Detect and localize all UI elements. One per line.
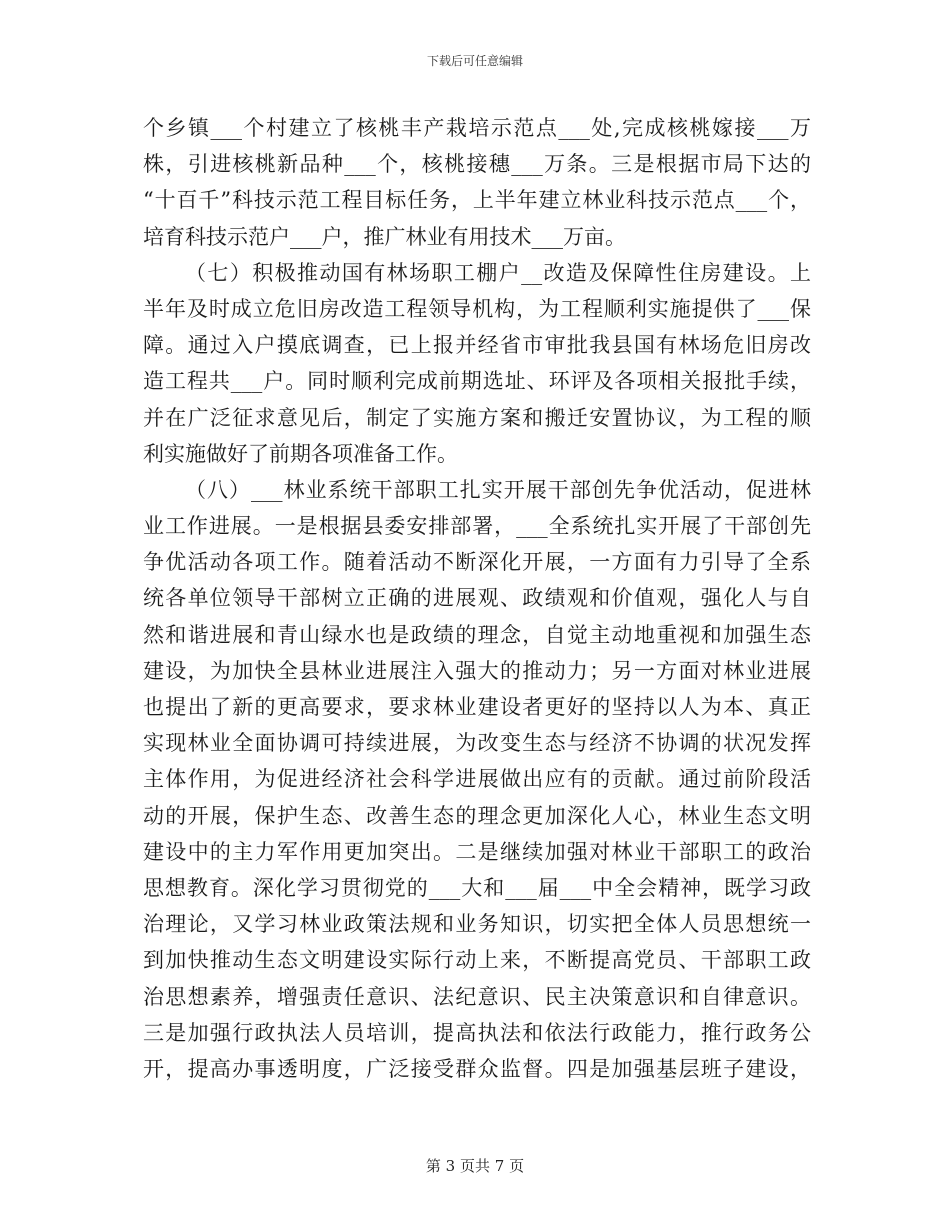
text-line: 开，提高办事透明度，广泛接受群众监督。四是加强基层班子建设， [143, 1056, 811, 1081]
text-line: 也提出了新的更高要求，要求林业建设者更好的坚持以人为本、真正 [143, 695, 811, 719]
text-line: 治思想素养，增强责任意识、法纪意识、民主决策意识和自律意识。 [143, 984, 811, 1009]
document-body [143, 110, 811, 1087]
text-line: 统各单位领导干部树立正确的进展观、政绩观和价值观，强化人与自 [143, 586, 811, 611]
text-line: 株，引进核桃新品种___个，核桃接穗___万条。三是根据市局下达的 [143, 152, 811, 177]
text-line: 并在广泛征求意见后，制定了实施方案和搬迁安置协议，为工程的顺 [143, 405, 811, 430]
text-line: 培育科技示范户___户，推广林业有用技术___万亩。 [143, 224, 626, 249]
text-line: 建设中的主力军作用更加突出。二是继续加强对林业干部职工的政治 [143, 839, 811, 864]
text-line: 三是加强行政执法人员培训，提高执法和依法行政能力，推行政务公 [143, 1020, 811, 1045]
text-line: 到加快推动生态文明建设实际行动上来，不断提高党员、干部职工政 [143, 948, 811, 973]
text-line: 主体作用，为促进经济社会科学进展做出应有的贡献。通过前阶段活 [143, 767, 811, 792]
text-line: 造工程共___户。同时顺利完成前期选址、环评及各项相关报批手续， [143, 369, 811, 394]
text-line: 个乡镇___个村建立了核桃丰产栽培示范点___处,完成核桃嫁接___万 [143, 116, 811, 140]
text-line: 思想教育。深化学习贯彻党的___大和___届___中全会精神，既学习政 [143, 875, 811, 900]
text-line: 半年及时成立危旧房改造工程领导机构，为工程顺利实施提供了___保 [143, 296, 811, 321]
text-line: 建设，为加快全县林业进展注入强大的推动力；另一方面对林业进展 [143, 658, 811, 683]
text-line: 然和谐进展和青山绿水也是政绩的理念，自觉主动地重视和加强生态 [143, 622, 811, 647]
page-number: 第 3 页共 7 页 [425, 1157, 525, 1175]
text-line: 利实施做好了前期各项准备工作。 [143, 441, 458, 466]
paragraph-eight-start: （八）___林业系统干部职工扎实开展干部创先争优活动，促进林 [185, 477, 811, 502]
text-line: 业工作进展。一是根据县委安排部署，___全系统扎实开展了干部创先 [143, 514, 811, 539]
text-line: 实现林业全面协调可持续进展，为改变生态与经济不协调的状况发挥 [143, 731, 811, 756]
text-line: 动的开展，保护生态、改善生态的理念更加深化人心，林业生态文明 [143, 803, 811, 828]
text-line: “十百千”科技示范工程目标任务，上半年建立林业科技示范点___个， [143, 188, 811, 213]
text-line: 争优活动各项工作。随着活动不断深化开展，一方面有力引导了全系 [143, 550, 811, 575]
text-line: 障。通过入户摸底调查，已上报并经省市审批我县国有林场危旧房改 [143, 333, 811, 358]
page-header: 下载后可任意编辑 [426, 54, 523, 68]
text-line: 治理论，又学习林业政策法规和业务知识，切实把全体人员思想统一 [143, 912, 811, 937]
paragraph-seven-start: （七）积极推动国有林场职工棚户__改造及保障性住房建设。上 [185, 260, 811, 285]
